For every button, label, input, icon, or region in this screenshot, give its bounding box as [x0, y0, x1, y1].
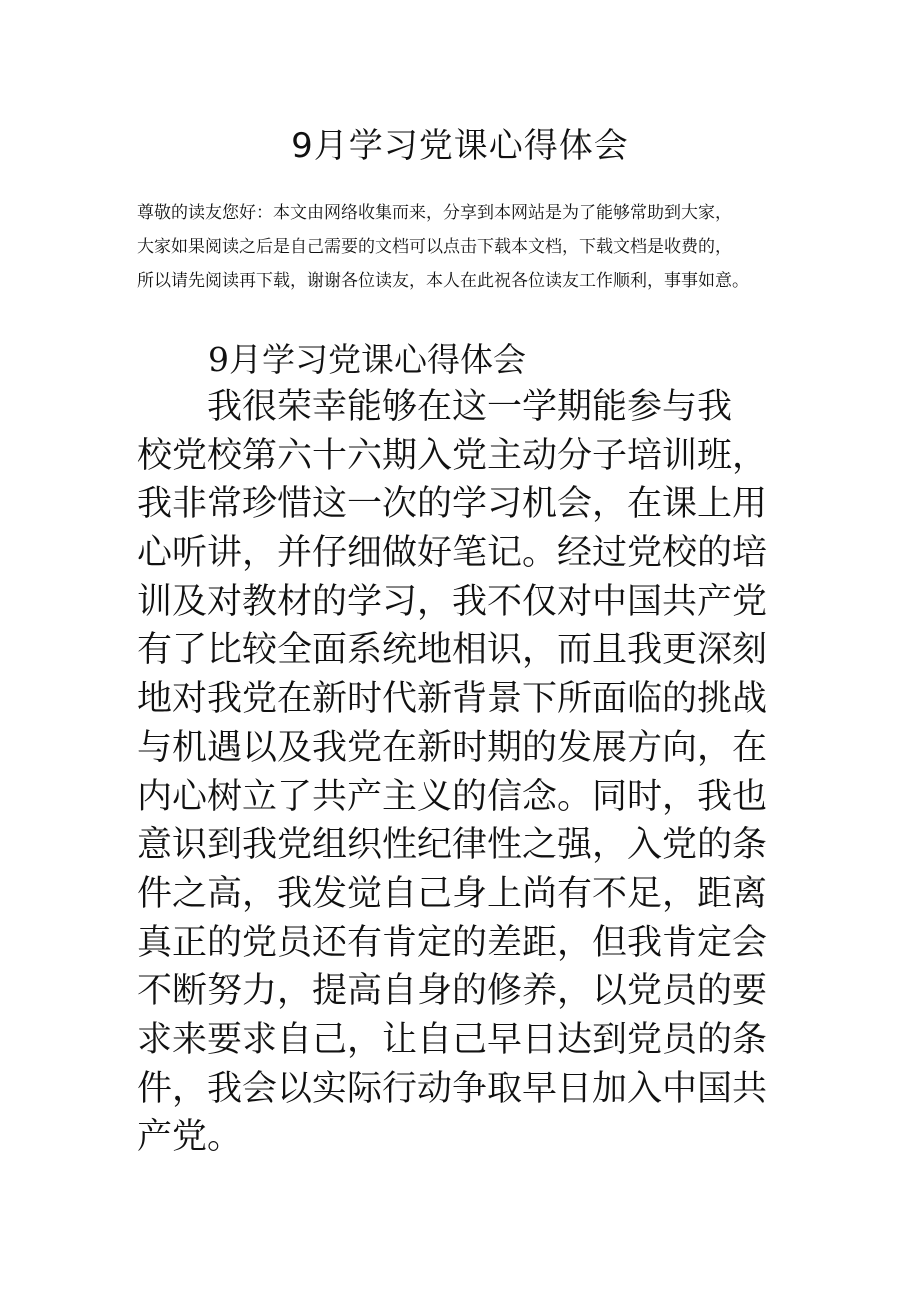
body-line: 与机遇以及我党在新时期的发展方向，在 — [137, 727, 768, 768]
notice-line: 所以请先阅读再下载，谢谢各位读友，本人在此祝各位读友工作顺利，事事如意。 — [137, 271, 749, 291]
body-line: 内心树立了共产主义的信念。同时，我也 — [137, 776, 768, 817]
body-line: 件之高，我发觉自己身上尚有不足，距离 — [137, 873, 768, 914]
body-line: 地对我党在新时代新背景下所面临的挑战 — [137, 679, 768, 720]
notice-line: 尊敬的读友您好：本文由网络收集而来，分享到本网站是为了能够常助到大家， — [137, 203, 732, 223]
body-line: 不断努力，提高自身的修养，以党员的要 — [137, 971, 768, 1012]
body-paragraph — [137, 383, 797, 1162]
body-line: 训及对教材的学习，我不仅对中国共产党 — [137, 581, 768, 622]
notice-line: 大家如果阅读之后是自己需要的文档可以点击下载本文档，下载文档是收费的， — [137, 237, 732, 257]
body-line: 真正的党员还有肯定的差距，但我肯定会 — [137, 922, 768, 963]
body-line: 件，我会以实际行动争取早日加入中国共 — [137, 1068, 768, 1109]
body-line: 求来要求自己，让自己早日达到党员的条 — [137, 1019, 768, 1060]
body-line: 意识到我党组织性纪律性之强，入党的条 — [137, 825, 768, 866]
body-line: 校党校第六十六期入党主动分子培训班， — [137, 435, 768, 476]
body-line: 有了比较全面系统地相识，而且我更深刻 — [137, 630, 768, 671]
document-title: 9月学习党课心得体会 — [291, 126, 629, 166]
body-line: 我很荣幸能够在这一学期能参与我 — [207, 387, 733, 427]
body-line: 我非常珍惜这一次的学习机会，在课上用 — [137, 484, 768, 525]
body-heading: 9月学习党课心得体会 — [208, 340, 526, 379]
body-line: 产党。 — [137, 1117, 243, 1158]
reader-notice — [137, 196, 797, 298]
body-line: 心听讲，并仔细做好笔记。经过党校的培 — [137, 533, 768, 574]
